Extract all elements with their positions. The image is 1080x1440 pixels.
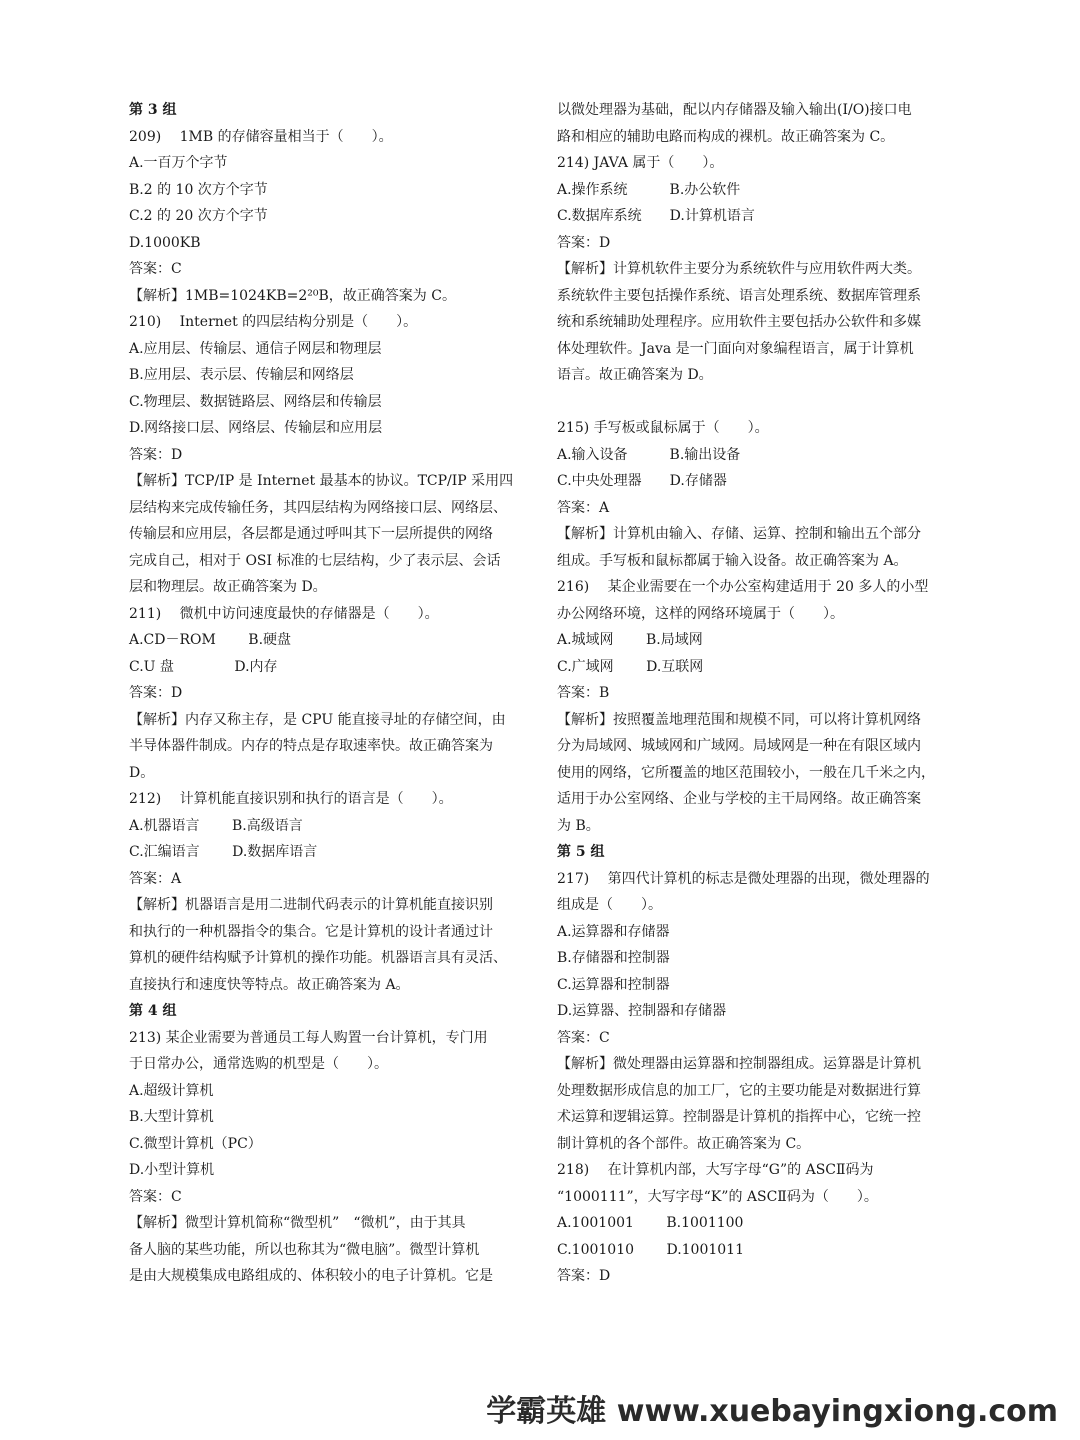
text-line: 【解析】计算机软件主要分为系统软件与应用软件两大类。 xyxy=(557,261,921,277)
text-line: 211) 微机中访问速度最快的存储器是（ ）。 xyxy=(129,605,439,622)
text-line: 是由大规模集成电路组成的、体积较小的电子计算机。它是 xyxy=(129,1268,493,1284)
text-line: 212) 计算机能直接识别和执行的语言是（ ）。 xyxy=(129,791,453,807)
text-line: 【解析】1MB=1024KB=2²⁰B，故正确答案为 C。 xyxy=(129,287,456,304)
text-line: 组成是（ ）。 xyxy=(557,897,662,913)
text-line: 以微处理器为基础，配以内存储器及输入输出(I/O)接口电 xyxy=(557,102,912,118)
text-line: 制计算机的各个部件。故正确答案为 C。 xyxy=(557,1135,811,1152)
text-line: 于日常办公，通常选购的机型是（ ）。 xyxy=(129,1056,388,1072)
text-line: 答案：A xyxy=(129,870,182,887)
text-line: 【解析】微型计算机简称“微型机” “微机”，由于其具 xyxy=(129,1215,466,1231)
text-line: B.存储器和控制器 xyxy=(557,950,670,966)
text-line: 层和物理层。故正确答案为 D。 xyxy=(129,579,327,595)
text-line: 答案：C xyxy=(129,1188,182,1205)
text-line: 216) 某企业需要在一个办公室构建适用于 20 多人的小型 xyxy=(557,579,929,595)
text-line: 答案：D xyxy=(129,446,183,463)
text-line: A.CD－ROM B.硬盘 xyxy=(129,632,292,648)
text-line: C.1001010 D.1001011 xyxy=(557,1241,744,1258)
text-line: 术运算和逻辑运算。控制器是计算机的指挥中心，它统一控 xyxy=(557,1109,921,1125)
text-line: A.城域网 B.局域网 xyxy=(557,632,703,648)
text-line: 答案：D xyxy=(557,234,611,251)
text-line: A.操作系统 B.办公软件 xyxy=(557,181,741,198)
text-line: 210) Internet 的四层结构分别是（ ）。 xyxy=(129,314,418,330)
text-line: A.一百万个字节 xyxy=(129,155,228,171)
text-line: 答案：C xyxy=(129,261,182,277)
section-heading: 第 5 组 xyxy=(557,844,605,860)
text-line: D。 xyxy=(129,764,155,781)
right-column xyxy=(557,97,957,1290)
text-line: C.U 盘 D.内存 xyxy=(129,658,278,675)
text-line: C.运算器和控制器 xyxy=(557,976,670,993)
text-line: C.广域网 D.互联网 xyxy=(557,658,704,675)
text-line: 使用的网络，它所覆盖的地区范围较小，一般在几千米之内， xyxy=(557,764,935,781)
watermark: 学霸英雄 www.xuebayingxiong.com xyxy=(486,1394,1058,1429)
text-line: 适用于办公室网络、企业与学校的主干局网络。故正确答案 xyxy=(557,791,921,807)
text-line: 【解析】微处理器由运算器和控制器组成。运算器是计算机 xyxy=(557,1056,921,1072)
text-line: 直接执行和速度快等特点。故正确答案为 A。 xyxy=(129,976,410,993)
text-line: B.大型计算机 xyxy=(129,1109,214,1125)
text-line: C.物理层、数据链路层、网络层和传输层 xyxy=(129,393,382,410)
text-line: 【解析】机器语言是用二进制代码表示的计算机能直接识别 xyxy=(129,897,493,913)
text-line: A.运算器和存储器 xyxy=(557,923,670,940)
text-line: 217) 第四代计算机的标志是微处理器的出现，微处理器的 xyxy=(557,870,930,887)
text-line: A.应用层、传输层、通信子网层和物理层 xyxy=(129,340,382,357)
text-line: 办公网络环境，这样的网络环境属于（ ）。 xyxy=(557,605,844,622)
text-line: 213) 某企业需要为普通员工每人购置一台计算机，专门用 xyxy=(129,1029,488,1046)
text-line: C.汇编语言 D.数据库语言 xyxy=(129,844,318,860)
text-line: 答案：D xyxy=(129,685,183,701)
text-line: 系统软件主要包括操作系统、语言处理系统、数据库管理系 xyxy=(557,287,921,304)
blank-line xyxy=(557,389,957,416)
text-line: 和执行的一种机器指令的集合。它是计算机的设计者通过计 xyxy=(129,923,493,940)
text-line: 209) 1MB 的存储容量相当于（ ）。 xyxy=(129,128,393,145)
text-line: 【解析】TCP/IP 是 Internet 最基本的协议。TCP/IP 采用四 xyxy=(129,473,514,489)
text-line: “1000111”，大写字母“K”的 ASCⅡ码为（ ）。 xyxy=(557,1188,878,1205)
text-line: A.机器语言 B.高级语言 xyxy=(129,817,303,834)
text-line: B.2 的 10 次方个字节 xyxy=(129,181,268,198)
text-line: C.微型计算机（PC） xyxy=(129,1135,262,1152)
text-line: D.网络接口层、网络层、传输层和应用层 xyxy=(129,420,383,436)
text-line: 214) JAVA 属于（ ）。 xyxy=(557,155,724,171)
text-line: 分为局域网、城域网和广域网。局域网是一种在有限区域内 xyxy=(557,738,921,754)
text-line: 层结构来完成传输任务，其四层结构为网络接口层、网络层、 xyxy=(129,499,507,516)
text-line: 【解析】内存又称主存，是 CPU 能直接寻址的存储空间，由 xyxy=(129,711,506,728)
text-line: C.2 的 20 次方个字节 xyxy=(129,208,268,224)
text-line: 处理数据形成信息的加工厂，它的主要功能是对数据进行算 xyxy=(557,1082,921,1099)
text-line: 答案：D xyxy=(557,1268,611,1284)
text-line: A.输入设备 B.输出设备 xyxy=(557,446,741,463)
text-line: 为 B。 xyxy=(557,817,600,834)
text-line: 统和系统辅助处理程序。应用软件主要包括办公软件和多媒 xyxy=(557,314,921,330)
text-line: 218) 在计算机内部，大写字母“G”的 ASCⅡ码为 xyxy=(557,1162,874,1178)
text-line: 组成。手写板和鼠标都属于输入设备。故正确答案为 A。 xyxy=(557,552,908,569)
text-line: D.1000KB xyxy=(129,234,201,251)
text-line: 备人脑的某些功能，所以也称其为“微电脑”。微型计算机 xyxy=(129,1241,480,1258)
text-line: 答案：B xyxy=(557,685,610,701)
text-line: 传输层和应用层，各层都是通过呼叫其下一层所提供的网络 xyxy=(129,526,493,542)
text-line: 【解析】计算机由输入、存储、运算、控制和输出五个部分 xyxy=(557,526,921,542)
text-line: 算机的硬件结构赋予计算机的操作功能。机器语言具有灵活、 xyxy=(129,950,507,966)
text-line: 体处理软件。Java 是一门面向对象编程语言，属于计算机 xyxy=(557,340,914,357)
section-heading: 第 3 组 xyxy=(129,102,177,118)
text-line: A.超级计算机 xyxy=(129,1082,214,1099)
text-line: 答案：C xyxy=(557,1029,610,1046)
text-line: 完成自己，相对于 OSI 标准的七层结构，少了表示层、会话 xyxy=(129,552,501,569)
text-line: 【解析】按照覆盖地理范围和规模不同，可以将计算机网络 xyxy=(557,711,921,728)
text-line: 语言。故正确答案为 D。 xyxy=(557,367,713,383)
text-line: C.中央处理器 D.存储器 xyxy=(557,473,727,489)
text-line: B.应用层、表示层、传输层和网络层 xyxy=(129,367,354,383)
text-line: 路和相应的辅助电路而构成的裸机。故正确答案为 C。 xyxy=(557,128,895,145)
text-line: 215) 手写板或鼠标属于（ ）。 xyxy=(557,420,769,436)
text-line: C.数据库系统 D.计算机语言 xyxy=(557,208,755,224)
text-line: 答案：A xyxy=(557,499,610,516)
left-column xyxy=(129,97,529,1290)
text-line: 半导体器件制成。内存的特点是存取速率快。故正确答案为 xyxy=(129,738,493,754)
text-line: A.1001001 B.1001100 xyxy=(557,1215,744,1231)
text-line: D.运算器、控制器和存储器 xyxy=(557,1003,727,1019)
section-heading: 第 4 组 xyxy=(129,1003,177,1019)
text-line: D.小型计算机 xyxy=(129,1162,215,1178)
